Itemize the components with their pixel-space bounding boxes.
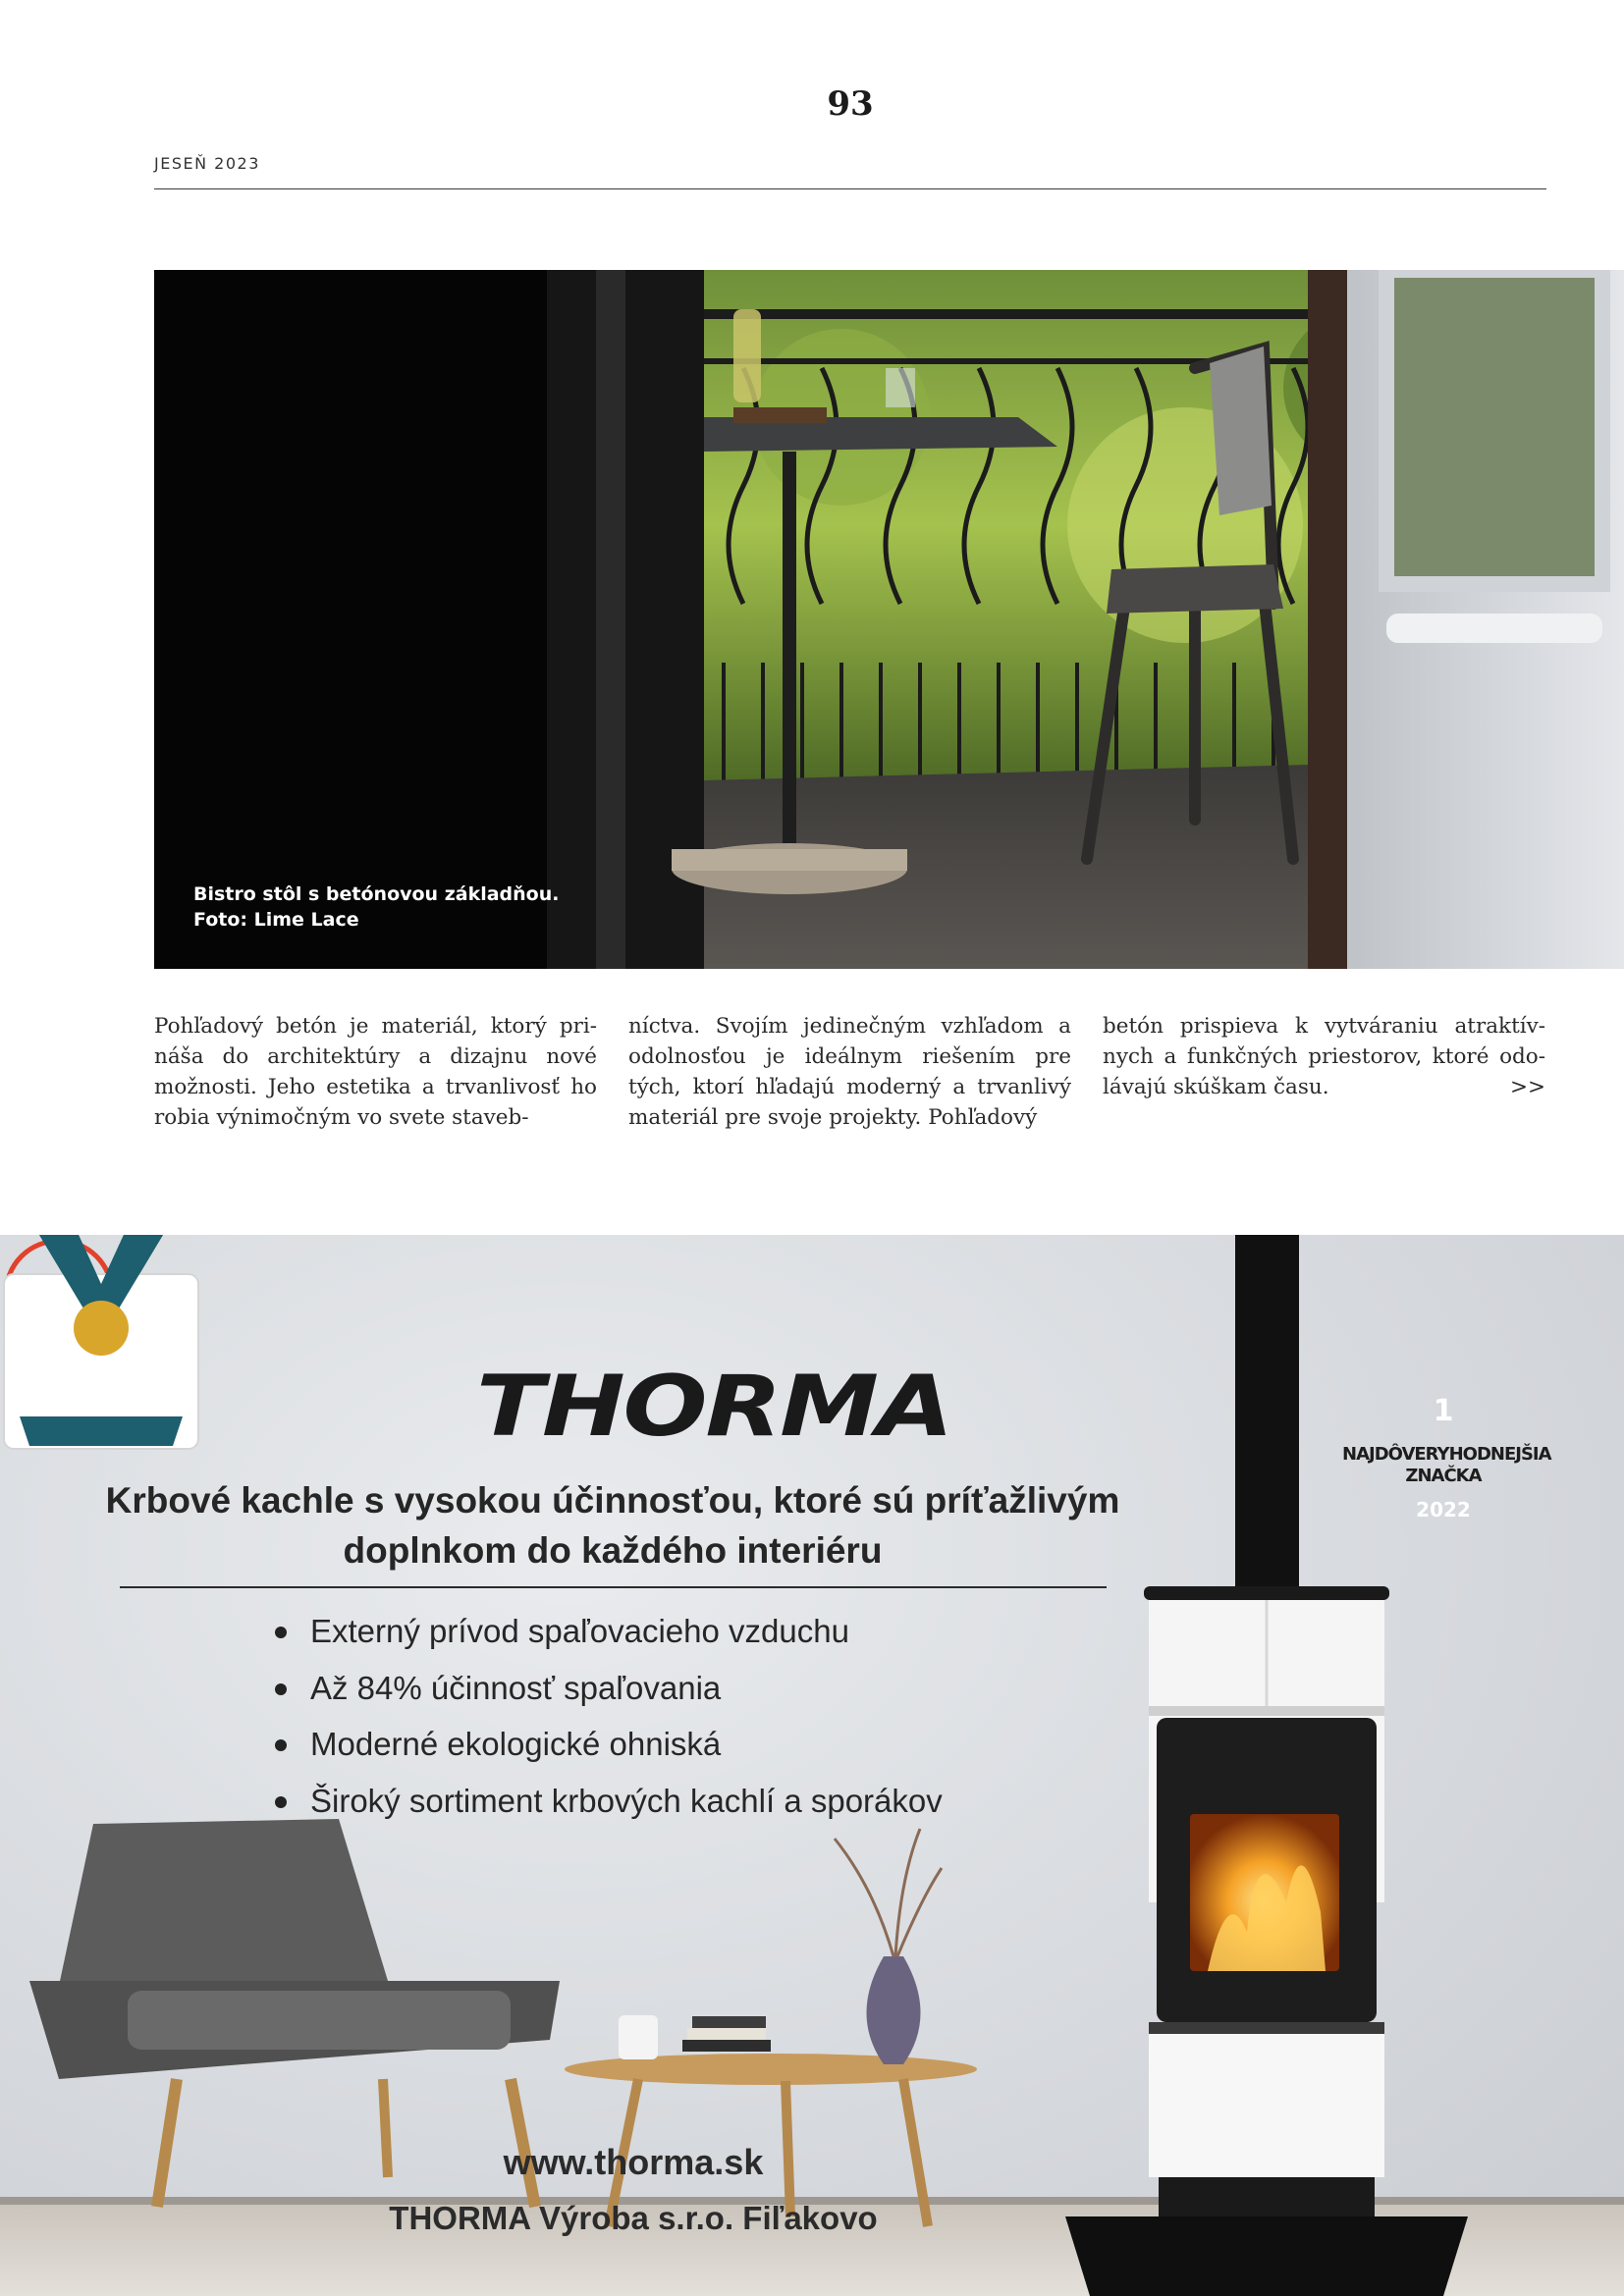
brand-wordmark: THORMA (476, 1358, 951, 1456)
stove-illustration (1065, 1586, 1468, 2296)
ad-website-link[interactable]: www.thorma.sk (503, 2142, 764, 2182)
issue-label: JESEŇ 2023 (154, 154, 260, 173)
award-year: 2022 (1416, 1498, 1471, 1522)
ad-company-name: THORMA Výroba s.r.o. Fiľakovo (389, 2200, 878, 2236)
caption-credit: Foto: Lime Lace (193, 909, 359, 931)
award-rank: 1 (1433, 1394, 1454, 1428)
ad-headline-line1: Krbové kachle s vysokou účinnosťou, ktoré sú príťažlivým (105, 1480, 1120, 1521)
award-text-line1: NAJDÔVERYHODNEJŠIA (1342, 1444, 1551, 1465)
article-column-3-text: betón prispieva k vytváraniu atraktív-nych a funkčných priestorov, ktoré odo-lávajú skúškam času. (1103, 1014, 1545, 1099)
header-divider (154, 188, 1546, 189)
balcony-illustration (154, 270, 1624, 969)
caption-title: Bistro stôl s betónovou základňou. (193, 883, 560, 905)
article-column-2: níctva. Svojím jedinečným vzhľadom a odolnosťou je ideálnym riešením pre tých, ktorí hľadajú moderný a trvanlivý materiál pre svoje projekty. Pohľadový (628, 1014, 1071, 1130)
continue-marker: >> (1509, 1075, 1545, 1099)
photo-caption (193, 881, 559, 933)
award-text-line2: ZNAČKA (1405, 1466, 1482, 1486)
ad-headline-line2: doplnkom do každého interiéru (343, 1530, 883, 1571)
award-badge-icon (0, 1235, 202, 1451)
ad-feature-list (271, 1603, 943, 1829)
article-column-1: Pohľadový betón je materiál, ktorý pri-náša do architektúry a dizajnu nové možnosti. Jeho estetika a trvanlivosť ho robia výnimočným vo svete staveb- (154, 1014, 597, 1130)
page-number: 93 (827, 84, 874, 124)
ad-feature-item: Široký sortiment krbových kachlí a sporákov (271, 1773, 943, 1830)
balcony-photo (154, 270, 1624, 969)
ad-feature-item: Externý prívod spaľovacieho vzduchu (271, 1603, 943, 1660)
ad-headline (39, 1475, 1186, 1575)
ad-divider (120, 1586, 1107, 1588)
ad-feature-item: Až 84% účinnosť spaľovania (271, 1660, 943, 1717)
article-column-3 (1103, 1011, 1545, 1133)
thorma-advertisement (0, 1235, 1624, 2296)
article-columns (154, 1011, 1546, 1133)
ad-feature-item: Moderné ekologické ohniská (271, 1716, 943, 1773)
